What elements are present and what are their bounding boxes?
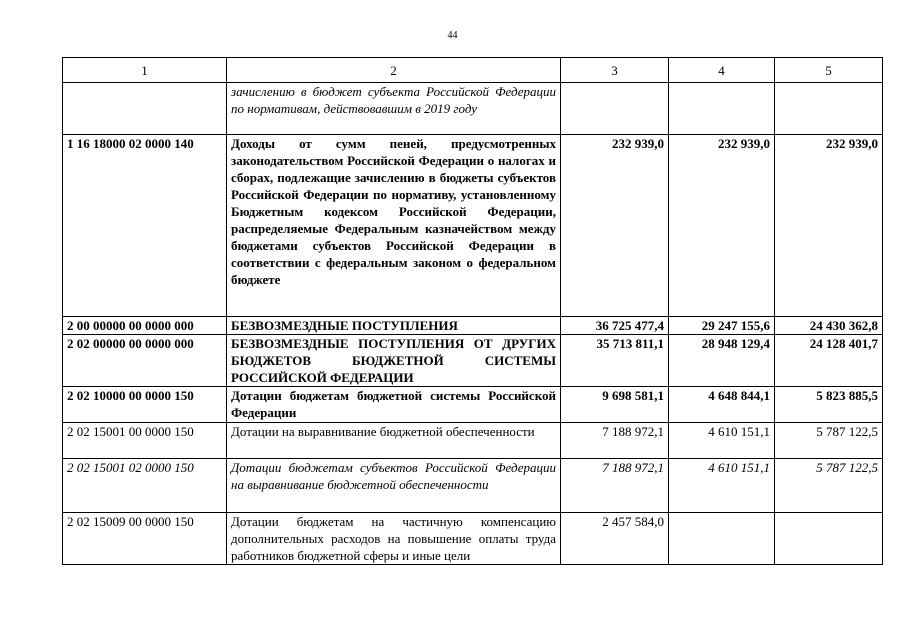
table-row <box>63 335 883 387</box>
row-code: 1 16 18000 02 0000 140 <box>63 135 227 317</box>
row-value-col4: 4 610 151,1 <box>669 423 775 459</box>
table-row <box>63 459 883 513</box>
row-value-col3 <box>561 83 669 135</box>
column-header-5: 5 <box>775 58 883 83</box>
row-value-col3: 36 725 477,4 <box>561 317 669 335</box>
table-row <box>63 83 883 135</box>
row-value-col5: 5 787 122,5 <box>775 459 883 513</box>
row-code: 2 00 00000 00 0000 000 <box>63 317 227 335</box>
row-value-col5: 5 787 122,5 <box>775 423 883 459</box>
table-row <box>63 423 883 459</box>
row-value-col5: 24 128 401,7 <box>775 335 883 387</box>
column-header-1: 1 <box>63 58 227 83</box>
row-name: Доходы от сумм пеней, предусмотренных законодательством Российской Федерации о налогах и сборах, подлежащие зачислению в бюджеты субъектов Российской Федерации по нормативу, установленному Бюджетным кодексом Российской Федерации, распределяемые Федеральным казначейством между бюджетами субъектов Российской Федерации в соответствии с федеральным законом о федеральном бюджете <box>227 135 561 317</box>
row-code: 2 02 15009 00 0000 150 <box>63 513 227 565</box>
row-value-col3: 9 698 581,1 <box>561 387 669 423</box>
row-code <box>63 83 227 135</box>
row-value-col5 <box>775 83 883 135</box>
row-value-col3: 7 188 972,1 <box>561 423 669 459</box>
row-name: Дотации бюджетам субъектов Российской Федерации на выравнивание бюджетной обеспеченности <box>227 459 561 513</box>
row-value-col3: 2 457 584,0 <box>561 513 669 565</box>
row-value-col4: 28 948 129,4 <box>669 335 775 387</box>
column-header-4: 4 <box>669 58 775 83</box>
column-header-2: 2 <box>227 58 561 83</box>
row-value-col3: 35 713 811,1 <box>561 335 669 387</box>
row-value-col4 <box>669 513 775 565</box>
row-name: зачислению в бюджет субъекта Российской Федерации по нормативам, действовавшим в 2019 году <box>227 83 561 135</box>
row-value-col4: 29 247 155,6 <box>669 317 775 335</box>
row-value-col4: 232 939,0 <box>669 135 775 317</box>
row-value-col4 <box>669 83 775 135</box>
row-value-col4: 4 648 844,1 <box>669 387 775 423</box>
table-row <box>63 513 883 565</box>
row-name: Дотации на выравнивание бюджетной обеспеченности <box>227 423 561 459</box>
row-name: Дотации бюджетам бюджетной системы Российской Федерации <box>227 387 561 423</box>
row-code: 2 02 15001 02 0000 150 <box>63 459 227 513</box>
table-row <box>63 317 883 335</box>
row-name: БЕЗВОЗМЕЗДНЫЕ ПОСТУПЛЕНИЯ <box>227 317 561 335</box>
table-row <box>63 387 883 423</box>
row-value-col3: 232 939,0 <box>561 135 669 317</box>
row-value-col5: 232 939,0 <box>775 135 883 317</box>
column-header-3: 3 <box>561 58 669 83</box>
row-name: БЕЗВОЗМЕЗДНЫЕ ПОСТУПЛЕНИЯ ОТ ДРУГИХ БЮДЖЕТОВ БЮДЖЕТНОЙ СИСТЕМЫ РОССИЙСКОЙ ФЕДЕРАЦИИ <box>227 335 561 387</box>
row-value-col5 <box>775 513 883 565</box>
budget-table <box>62 57 883 565</box>
row-code: 2 02 00000 00 0000 000 <box>63 335 227 387</box>
row-name: Дотации бюджетам на частичную компенсацию дополнительных расходов на повышение оплаты труда работников бюджетной сферы и иные цели <box>227 513 561 565</box>
table-row <box>63 135 883 317</box>
row-value-col4: 4 610 151,1 <box>669 459 775 513</box>
row-value-col5: 24 430 362,8 <box>775 317 883 335</box>
row-value-col5: 5 823 885,5 <box>775 387 883 423</box>
page-number: 44 <box>447 30 458 41</box>
table-header-row <box>63 58 883 83</box>
row-code: 2 02 10000 00 0000 150 <box>63 387 227 423</box>
row-value-col3: 7 188 972,1 <box>561 459 669 513</box>
row-code: 2 02 15001 00 0000 150 <box>63 423 227 459</box>
